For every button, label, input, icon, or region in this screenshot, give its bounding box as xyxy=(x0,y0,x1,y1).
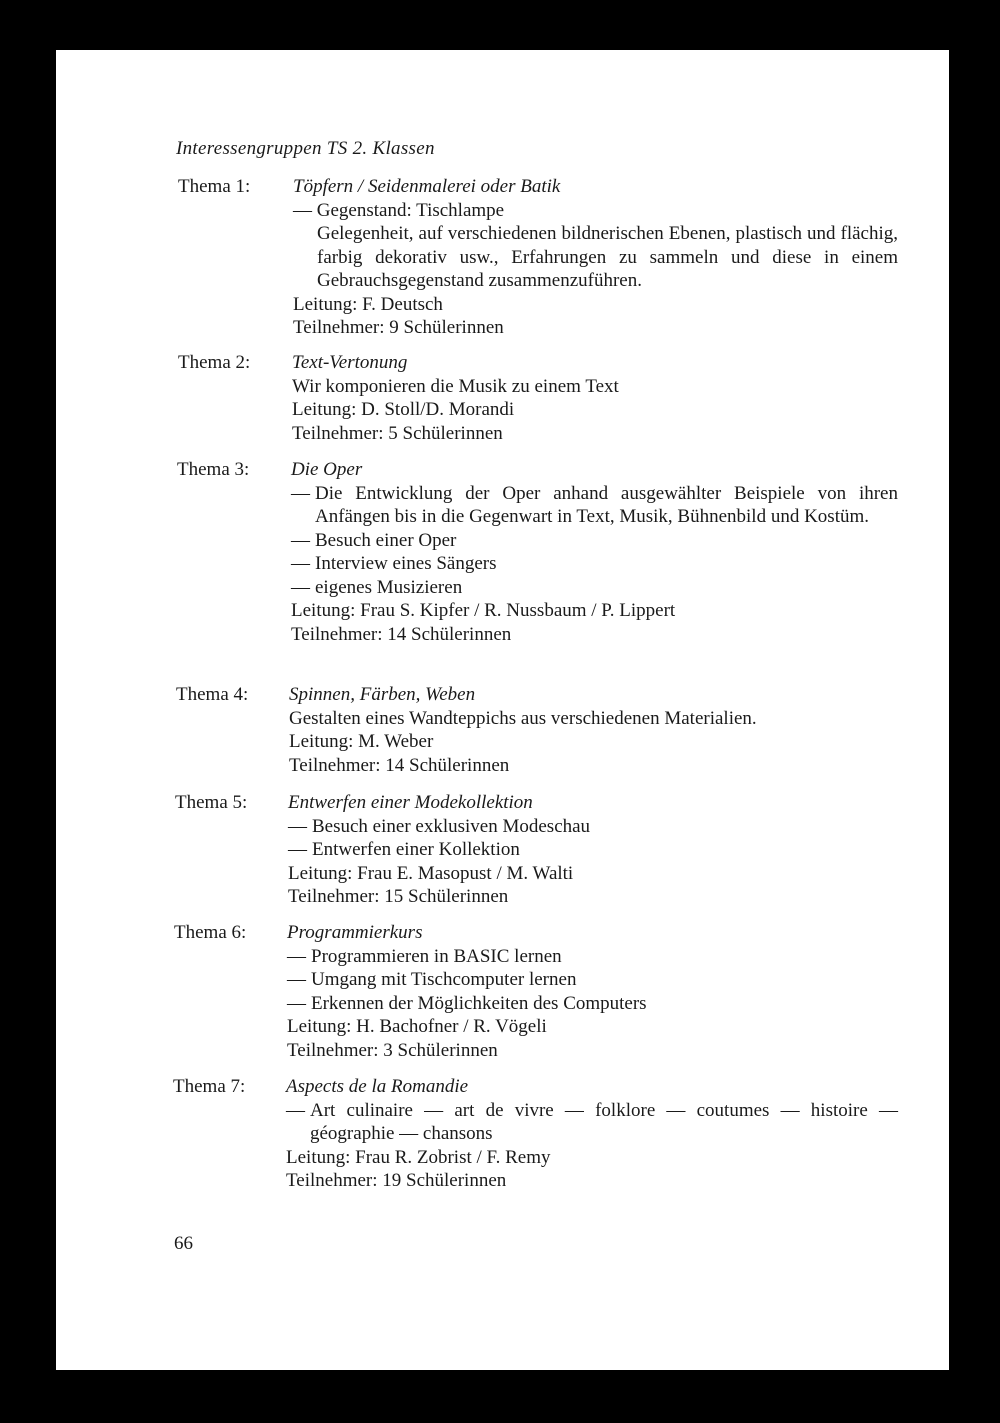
theme-content xyxy=(287,921,892,1062)
theme-list-item: — eigenes Musizieren xyxy=(291,576,463,598)
theme-list-item: — Interview eines Sängers xyxy=(291,553,497,574)
theme-title: Spinnen, Färben, Weben xyxy=(289,684,476,705)
theme-content xyxy=(291,458,898,646)
theme-leitung: Leitung: D. Stoll/D. Morandi xyxy=(292,399,515,420)
theme-teilnehmer: Teilnehmer: 14 Schülerinnen xyxy=(289,754,510,776)
theme-bullet: — Gegenstand: Tischlampe xyxy=(293,199,505,221)
theme-content xyxy=(288,791,893,909)
theme-paragraph: Gelegenheit, auf verschiedenen bildnerischen Ebenen, plastisch und flächig, farbig dekorativ usw., Erfahrungen zu sammeln und diese in einem Gebrauchsgegenstand zusammenzuführen. xyxy=(317,223,898,291)
theme-title: Entwerfen einer Modekollektion xyxy=(288,792,533,813)
theme-leitung: Leitung: Frau R. Zobrist / F. Remy xyxy=(286,1146,551,1168)
theme-content xyxy=(289,683,894,777)
theme-teilnehmer: Teilnehmer: 19 Schülerinnen xyxy=(286,1170,507,1191)
theme-label: Thema 3: xyxy=(177,459,250,480)
theme-title: Töpfern / Seidenmalerei oder Batik xyxy=(293,176,561,197)
theme-title: Text-Vertonung xyxy=(292,352,408,373)
theme-title: Aspects de la Romandie xyxy=(286,1076,469,1097)
theme-description: Gestalten eines Wandteppichs aus verschiedenen Materialien. xyxy=(289,707,757,729)
theme-content xyxy=(293,175,898,340)
theme-list-item: — Programmieren in BASIC lernen xyxy=(287,945,562,967)
theme-teilnehmer: Teilnehmer: 9 Schülerinnen xyxy=(293,317,504,338)
theme-list-item: — Besuch einer Oper xyxy=(291,529,457,551)
theme-label: Thema 2: xyxy=(178,352,251,373)
theme-list-item: — Umgang mit Tischcomputer lernen xyxy=(287,969,577,990)
theme-list-item: — Besuch einer exklusiven Modeschau xyxy=(288,815,591,837)
theme-leitung: Leitung: Frau E. Masopust / M. Walti xyxy=(288,862,574,884)
theme-title: Programmierkurs xyxy=(287,922,423,943)
theme-label: Thema 6: xyxy=(174,922,247,943)
document-page xyxy=(56,50,949,1370)
theme-teilnehmer: Teilnehmer: 15 Schülerinnen xyxy=(288,886,509,907)
theme-leitung: Leitung: F. Deutsch xyxy=(293,293,443,315)
theme-list-item: — Art culinaire — art de vivre — folklore — coutumes — histoire — géographie — chansons xyxy=(286,1099,898,1144)
theme-list-item: — Entwerfen einer Kollektion xyxy=(288,839,520,860)
theme-teilnehmer: Teilnehmer: 3 Schülerinnen xyxy=(287,1039,498,1061)
page-heading: Interessengruppen TS 2. Klassen xyxy=(176,138,435,159)
theme-teilnehmer: Teilnehmer: 5 Schülerinnen xyxy=(292,422,503,444)
theme-list-item: — Die Entwicklung der Oper anhand ausgewählter Beispiele von ihren Anfängen bis in die Gegenwart in Text, Musik, Bühnenbild und Kostüm. xyxy=(291,482,898,527)
theme-label: Thema 1: xyxy=(178,176,251,197)
theme-list-item: — Erkennen der Möglichkeiten des Computers xyxy=(287,992,647,1014)
theme-label: Thema 5: xyxy=(175,792,248,813)
theme-content xyxy=(286,1075,898,1193)
theme-leitung: Leitung: M. Weber xyxy=(289,731,434,752)
theme-leitung: Leitung: Frau S. Kipfer / R. Nussbaum / P. Lippert xyxy=(291,600,676,621)
theme-leitung: Leitung: H. Bachofner / R. Vögeli xyxy=(287,1016,547,1037)
page-number: 66 xyxy=(174,1233,193,1254)
theme-label: Thema 7: xyxy=(173,1076,246,1097)
theme-teilnehmer: Teilnehmer: 14 Schülerinnen xyxy=(291,623,512,645)
theme-content xyxy=(292,351,897,445)
theme-title: Die Oper xyxy=(291,459,363,480)
theme-description: Wir komponieren die Musik zu einem Text xyxy=(292,375,619,397)
theme-label: Thema 4: xyxy=(176,684,249,705)
